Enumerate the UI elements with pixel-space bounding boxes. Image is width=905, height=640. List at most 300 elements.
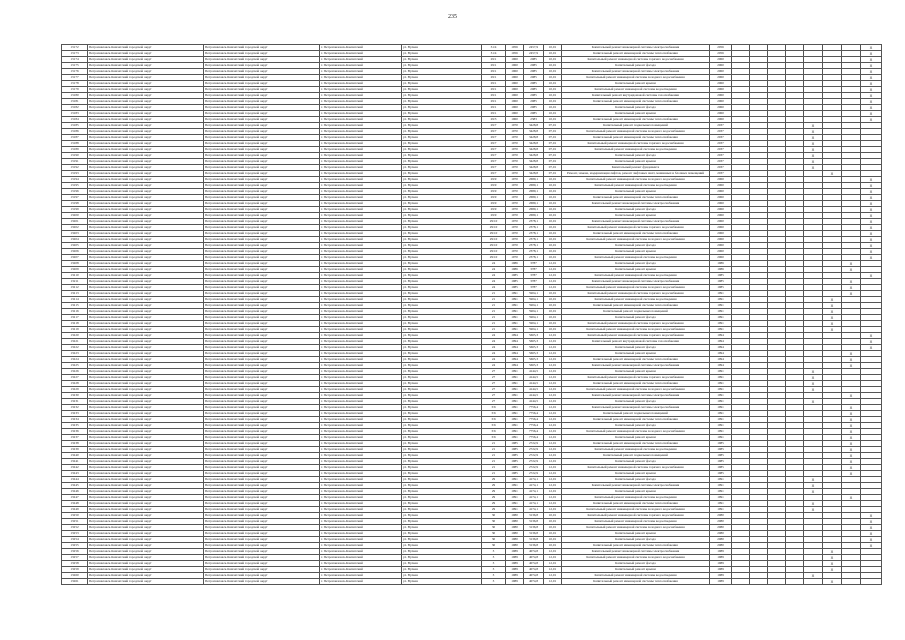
table-cell: 12,01: [544, 405, 562, 411]
table-cell: Капитальный ремонт крыши: [562, 471, 710, 477]
table-cell: г. Петропавловск-Камчатский: [320, 435, 402, 441]
table-cell: 1991: [710, 483, 732, 489]
table-cell: 1970: [506, 165, 524, 171]
table-cell: 1989: [506, 579, 524, 585]
table-cell: 2085: [524, 81, 544, 87]
table-cell: 21: [482, 315, 506, 321]
table-cell: 3/6: [482, 405, 506, 411]
table-cell: 4174,1: [524, 477, 544, 483]
table-cell: ул. Вулкан: [402, 351, 482, 357]
table-cell: 07,01: [544, 129, 562, 135]
table-cell: г. Петропавловск-Камчатский: [320, 255, 402, 261]
mark-cell: [842, 579, 861, 585]
table-cell: г. Петропавловск-Камчатский: [320, 225, 402, 231]
table-cell: 1991: [506, 387, 524, 393]
table-cell: 1970: [506, 201, 524, 207]
mark-cell: Х: [861, 519, 882, 525]
table-cell: Петропавловск-Камчатский городской округ: [88, 195, 204, 201]
table-cell: 13241: [62, 459, 88, 465]
table-cell: Петропавловск-Камчатский городской округ: [204, 567, 320, 573]
table-cell: 1985: [506, 285, 524, 291]
table-cell: г. Петропавловск-Камчатский: [320, 351, 402, 357]
table-cell: г. Петропавловск-Камчатский: [320, 309, 402, 315]
table-cell: ул. Вулкан: [402, 567, 482, 573]
mark-cell: Х: [804, 387, 823, 393]
table-cell: г. Петропавловск-Камчатский: [320, 99, 402, 105]
table-cell: 1985: [506, 273, 524, 279]
table-cell: 2060: [710, 63, 732, 69]
table-cell: 13233: [62, 411, 88, 417]
table-cell: ул. Вулкан: [402, 549, 482, 555]
table-cell: 1991: [506, 327, 524, 333]
table-cell: г. Петропавловск-Камчатский: [320, 567, 402, 573]
mark-cell: Х: [861, 177, 882, 183]
table-cell: 29/1: [482, 111, 506, 117]
table-cell: 1994: [710, 339, 732, 345]
table-cell: 4074,8: [524, 573, 544, 579]
table-cell: 12,01: [544, 555, 562, 561]
table-cell: Петропавловск-Камчатский городской округ: [88, 135, 204, 141]
mark-cell: Х: [861, 195, 882, 201]
table-cell: 13260: [62, 573, 88, 579]
table-cell: г. Петропавловск-Камчатский: [320, 171, 402, 177]
table-cell: 2060: [710, 195, 732, 201]
table-cell: Петропавловск-Камчатский городской округ: [204, 201, 320, 207]
table-cell: 13250: [62, 513, 88, 519]
table-cell: Петропавловск-Камчатский городской округ: [88, 333, 204, 339]
table-cell: Петропавловск-Камчатский городской округ: [204, 297, 320, 303]
table-cell: 2383: [524, 117, 544, 123]
table-cell: 12,01: [544, 477, 562, 483]
table-cell: 1991: [506, 315, 524, 321]
table-cell: 10,01: [544, 543, 562, 549]
table-cell: Петропавловск-Камчатский городской округ: [204, 537, 320, 543]
table-cell: 10,01: [544, 195, 562, 201]
table-cell: 1994: [506, 363, 524, 369]
table-cell: Ремонт, замена, модернизация лифтов, ремонт лифтовых шахт, машинных и блочных помещений: [562, 171, 710, 177]
table-cell: Петропавловск-Камчатский городской округ: [204, 57, 320, 63]
table-cell: 2060: [710, 177, 732, 183]
table-cell: 1991: [506, 303, 524, 309]
table-cell: Капитальный ремонт инженерной системы электроснабжения: [562, 363, 710, 369]
table-cell: Капитальный ремонт инженерной системы теплоснабжения: [562, 543, 710, 549]
table-cell: г. Петропавловск-Камчатский: [320, 201, 402, 207]
table-cell: Петропавловск-Камчатский городской округ: [204, 327, 320, 333]
table-cell: 1970: [506, 177, 524, 183]
table-cell: 29/7: [482, 147, 506, 153]
table-cell: Петропавловск-Камчатский городской округ: [204, 339, 320, 345]
table-cell: г. Петропавловск-Камчатский: [320, 213, 402, 219]
table-cell: г. Петропавловск-Камчатский: [320, 147, 402, 153]
table-cell: 2037: [710, 171, 732, 177]
table-cell: Капитальный ремонт инженерной системы холодного водоснабжения: [562, 507, 710, 513]
table-cell: Капитальный ремонт инженерной системы электроснабжения: [562, 405, 710, 411]
table-cell: 2037: [710, 141, 732, 147]
table-cell: 27: [482, 381, 506, 387]
table-cell: ул. Вулкан: [402, 75, 482, 81]
table-cell: Капитальный ремонт фасада: [562, 477, 710, 483]
table-cell: 4174,1: [524, 483, 544, 489]
table-cell: Петропавловск-Камчатский городской округ: [204, 147, 320, 153]
table-cell: 12,01: [544, 495, 562, 501]
table-cell: 24: [482, 345, 506, 351]
table-cell: Петропавловск-Камчатский городской округ: [204, 429, 320, 435]
table-cell: Петропавловск-Камчатский городской округ: [88, 129, 204, 135]
table-cell: Петропавловск-Камчатский городской округ: [88, 411, 204, 417]
table-cell: 13179: [62, 87, 88, 93]
table-cell: ул. Вулкан: [402, 345, 482, 351]
mark-cell: Х: [804, 381, 823, 387]
table-cell: 12,01: [544, 369, 562, 375]
table-cell: ул. Вулкан: [402, 153, 482, 159]
table-cell: 3136,8: [524, 531, 544, 537]
table-cell: 30: [482, 519, 506, 525]
mark-cell: Х: [804, 135, 823, 141]
table-cell: 13229: [62, 387, 88, 393]
table-cell: 10,01: [544, 177, 562, 183]
mark-cell: Х: [842, 363, 861, 369]
table-cell: ул. Вулкан: [402, 321, 482, 327]
table-cell: 21: [482, 453, 506, 459]
table-cell: ул. Вулкан: [402, 255, 482, 261]
mark-cell: Х: [842, 417, 861, 423]
table-cell: 1991: [506, 489, 524, 495]
mark-cell: Х: [823, 549, 842, 555]
table-cell: Петропавловск-Камчатский городской округ: [204, 45, 320, 51]
table-cell: 1991: [710, 417, 732, 423]
table-cell: 1985: [710, 273, 732, 279]
table-cell: ул. Вулкан: [402, 459, 482, 465]
table-cell: 2080: [710, 519, 732, 525]
table-cell: 1991: [506, 297, 524, 303]
table-cell: 13207: [62, 255, 88, 261]
table-cell: 3787: [524, 261, 544, 267]
table-cell: 3136,8: [524, 543, 544, 549]
table-cell: Капитальный ремонт фундамента: [562, 165, 710, 171]
table-cell: 2085: [524, 69, 544, 75]
table-cell: 10,01: [544, 51, 562, 57]
table-cell: 12,01: [544, 345, 562, 351]
table-cell: Петропавловск-Камчатский городской округ: [204, 519, 320, 525]
table-cell: Петропавловск-Камчатский городской округ: [88, 381, 204, 387]
table-cell: ул. Вулкан: [402, 57, 482, 63]
table-cell: 10,01: [544, 237, 562, 243]
table-cell: ул. Вулкан: [402, 219, 482, 225]
table-cell: 13244: [62, 477, 88, 483]
table-cell: 1991: [710, 489, 732, 495]
table-cell: 2060: [710, 117, 732, 123]
table-cell: 10,01: [544, 231, 562, 237]
table-cell: г. Петропавловск-Камчатский: [320, 561, 402, 567]
table-cell: Петропавловск-Камчатский городской округ: [88, 435, 204, 441]
table-cell: 12,01: [544, 429, 562, 435]
table-cell: 3428,8: [524, 171, 544, 177]
mark-cell: Х: [861, 189, 882, 195]
mark-cell: Х: [842, 267, 861, 273]
table-cell: ул. Вулкан: [402, 141, 482, 147]
table-cell: Капитальный ремонт инженерной системы электроснабжения: [562, 549, 710, 555]
table-cell: 2085: [524, 57, 544, 63]
table-cell: 5904,1: [524, 297, 544, 303]
table-cell: 13193: [62, 171, 88, 177]
table-cell: ул. Вулкан: [402, 213, 482, 219]
mark-cell: Х: [861, 57, 882, 63]
table-cell: 1960: [506, 63, 524, 69]
table-cell: 2722,9: [524, 441, 544, 447]
table-cell: ул. Вулкан: [402, 453, 482, 459]
table-cell: 13255: [62, 543, 88, 549]
table-cell: 13221: [62, 339, 88, 345]
table-cell: 1989: [710, 567, 732, 573]
table-cell: 1985: [710, 441, 732, 447]
table-cell: Капитальный ремонт подвальных помещений: [562, 453, 710, 459]
table-cell: 2060: [710, 225, 732, 231]
table-cell: ул. Вулкан: [402, 381, 482, 387]
table-cell: Петропавловск-Камчатский городской округ: [88, 237, 204, 243]
table-cell: 1989: [506, 561, 524, 567]
mark-cell: Х: [823, 171, 842, 177]
table-cell: 29/1: [482, 57, 506, 63]
table-cell: 13183: [62, 111, 88, 117]
table-cell: 1985: [506, 471, 524, 477]
table-cell: 2085: [524, 93, 544, 99]
table-cell: 2060: [710, 255, 732, 261]
table-cell: 24: [482, 261, 506, 267]
table-cell: ул. Вулкан: [402, 291, 482, 297]
table-cell: Капитальный ремонт фасада: [562, 561, 710, 567]
table-cell: ул. Вулкан: [402, 183, 482, 189]
table-cell: 2722,9: [524, 471, 544, 477]
table-cell: Капитальный ремонт крыши: [562, 81, 710, 87]
table-cell: 24: [482, 285, 506, 291]
table-cell: 13232: [62, 405, 88, 411]
table-cell: Петропавловск-Камчатский городской округ: [88, 315, 204, 321]
table-cell: г. Петропавловск-Камчатский: [320, 261, 402, 267]
table-cell: г. Петропавловск-Камчатский: [320, 123, 402, 129]
table-cell: 1985: [710, 285, 732, 291]
table-cell: 29/1: [482, 105, 506, 111]
table-cell: 7756,4: [524, 423, 544, 429]
table-cell: 2378,1: [524, 225, 544, 231]
table-cell: ул. Вулкан: [402, 333, 482, 339]
mark-cell: Х: [804, 501, 823, 507]
table-cell: 1980: [506, 525, 524, 531]
table-cell: 10,01: [544, 111, 562, 117]
table-cell: Петропавловск-Камчатский городской округ: [88, 375, 204, 381]
mark-cell: Х: [842, 261, 861, 267]
table-cell: г. Петропавловск-Камчатский: [320, 543, 402, 549]
table-cell: 1991: [710, 435, 732, 441]
table-cell: 4144,5: [524, 387, 544, 393]
table-cell: 3/6: [482, 423, 506, 429]
table-cell: 2060: [710, 105, 732, 111]
table-cell: 13175: [62, 63, 88, 69]
table-cell: Петропавловск-Камчатский городской округ: [204, 369, 320, 375]
table-cell: 12,01: [544, 459, 562, 465]
table-cell: Петропавловск-Камчатский городской округ: [88, 105, 204, 111]
table-cell: г. Петропавловск-Камчатский: [320, 177, 402, 183]
table-cell: Петропавловск-Камчатский городской округ: [204, 579, 320, 585]
table-cell: 2060: [710, 87, 732, 93]
table-cell: Петропавловск-Камчатский городской округ: [204, 231, 320, 237]
table-cell: Петропавловск-Камчатский городской округ: [88, 393, 204, 399]
table-cell: 1991: [710, 405, 732, 411]
mark-cell: Х: [861, 81, 882, 87]
table-cell: 10,01: [544, 117, 562, 123]
table-cell: Петропавловск-Камчатский городской округ: [204, 219, 320, 225]
table-cell: ул. Вулкан: [402, 105, 482, 111]
table-cell: 07,01: [544, 159, 562, 165]
table-cell: ул. Вулкан: [402, 285, 482, 291]
table-cell: ул. Вулкан: [402, 375, 482, 381]
table-cell: 29/9: [482, 195, 506, 201]
table-cell: ул. Вулкан: [402, 531, 482, 537]
table-cell: 12,01: [544, 399, 562, 405]
table-cell: ул. Вулкан: [402, 165, 482, 171]
table-cell: Петропавловск-Камчатский городской округ: [204, 315, 320, 321]
table-cell: 30: [482, 531, 506, 537]
table-cell: Капитальный ремонт инженерной системы теплоснабжения: [562, 441, 710, 447]
table-cell: Капитальный ремонт инженерной системы водоотведения: [562, 297, 710, 303]
table-cell: Капитальный ремонт инженерной системы холодного водоснабжения: [562, 429, 710, 435]
table-cell: Капитальный ремонт инженерной системы теплоснабжения: [562, 303, 710, 309]
table-cell: 3787: [524, 279, 544, 285]
table-cell: 21: [482, 447, 506, 453]
table-cell: 3: [482, 555, 506, 561]
mark-cell: Х: [842, 495, 861, 501]
table-cell: Капитальный ремонт инженерной системы теплоснабжения: [562, 501, 710, 507]
table-cell: 2060: [710, 99, 732, 105]
table-cell: 3: [482, 549, 506, 555]
table-cell: 21: [482, 327, 506, 333]
table-cell: 13214: [62, 297, 88, 303]
table-cell: 13209: [62, 267, 88, 273]
table-cell: 3: [482, 579, 506, 585]
table-cell: 2722,9: [524, 447, 544, 453]
table-cell: 27: [482, 399, 506, 405]
table-cell: 1980: [506, 513, 524, 519]
table-cell: 1960: [506, 69, 524, 75]
table-cell: Петропавловск-Камчатский городской округ: [88, 471, 204, 477]
table-cell: 3136,8: [524, 519, 544, 525]
table-cell: Капитальный ремонт крыши: [562, 567, 710, 573]
table-cell: Петропавловск-Камчатский городской округ: [88, 153, 204, 159]
table-cell: 10,01: [544, 297, 562, 303]
table-cell: ул. Вулкан: [402, 489, 482, 495]
table-cell: Петропавловск-Камчатский городской округ: [204, 99, 320, 105]
table-cell: 13237: [62, 435, 88, 441]
table-cell: г. Петропавловск-Камчатский: [320, 519, 402, 525]
table-cell: 1991: [506, 381, 524, 387]
table-cell: г. Петропавловск-Камчатский: [320, 555, 402, 561]
table-cell: 13212: [62, 285, 88, 291]
table-cell: 13191: [62, 159, 88, 165]
table-cell: г. Петропавловск-Камчатский: [320, 69, 402, 75]
table-cell: Петропавловск-Камчатский городской округ: [204, 549, 320, 555]
mark-cell: Х: [804, 129, 823, 135]
table-cell: 2060: [710, 237, 732, 243]
mark-cell: Х: [823, 561, 842, 567]
table-cell: 1985: [506, 441, 524, 447]
table-cell: 12,01: [544, 507, 562, 513]
mark-cell: Х: [842, 405, 861, 411]
table-cell: Петропавловск-Камчатский городской округ: [204, 309, 320, 315]
table-cell: г. Петропавловск-Камчатский: [320, 441, 402, 447]
table-cell: 1960: [506, 81, 524, 87]
table-cell: г. Петропавловск-Камчатский: [320, 471, 402, 477]
table-cell: 1985: [710, 459, 732, 465]
table-cell: Петропавловск-Камчатский городской округ: [88, 501, 204, 507]
table-cell: Петропавловск-Камчатский городской округ: [88, 399, 204, 405]
table-cell: 29/9: [482, 213, 506, 219]
table-cell: Капитальный ремонт крыши: [562, 531, 710, 537]
table-cell: 1989: [710, 549, 732, 555]
table-cell: 29: [482, 489, 506, 495]
table-cell: 29/7: [482, 153, 506, 159]
table-cell: Петропавловск-Камчатский городской округ: [88, 81, 204, 87]
table-cell: 4174,1: [524, 489, 544, 495]
table-cell: 2060: [710, 81, 732, 87]
table-cell: 2060: [710, 219, 732, 225]
table-cell: 1989: [710, 555, 732, 561]
table-cell: 1994: [506, 345, 524, 351]
table-cell: г. Петропавловск-Камчатский: [320, 423, 402, 429]
table-cell: Петропавловск-Камчатский городской округ: [204, 171, 320, 177]
table-cell: ул. Вулкан: [402, 417, 482, 423]
table-cell: Петропавловск-Камчатский городской округ: [204, 513, 320, 519]
table-cell: Петропавловск-Камчатский городской округ: [204, 333, 320, 339]
mark-cell: [804, 579, 823, 585]
table-cell: ул. Вулкан: [402, 189, 482, 195]
table-cell: Капитальный ремонт инженерной системы водоотведения: [562, 147, 710, 153]
table-cell: Петропавловск-Камчатский городской округ: [204, 51, 320, 57]
table-cell: 13190: [62, 153, 88, 159]
table-cell: 13186: [62, 129, 88, 135]
table-cell: г. Петропавловск-Камчатский: [320, 393, 402, 399]
table-cell: 13213: [62, 291, 88, 297]
table-cell: Капитальный ремонт крыши: [562, 369, 710, 375]
table-cell: 10,01: [544, 189, 562, 195]
table-cell: 5904,1: [524, 291, 544, 297]
table-cell: Петропавловск-Камчатский городской округ: [88, 141, 204, 147]
table-cell: ул. Вулкан: [402, 543, 482, 549]
table-cell: Петропавловск-Камчатский городской округ: [204, 405, 320, 411]
table-cell: г. Петропавловск-Камчатский: [320, 63, 402, 69]
table-cell: 1960: [506, 57, 524, 63]
table-cell: 1991: [506, 495, 524, 501]
table-cell: 13219: [62, 327, 88, 333]
table-cell: 10,01: [544, 93, 562, 99]
table-cell: г. Петропавловск-Камчатский: [320, 381, 402, 387]
table-cell: 13225: [62, 363, 88, 369]
table-cell: 10,01: [544, 99, 562, 105]
table-cell: 1970: [506, 123, 524, 129]
mark-cell: Х: [804, 153, 823, 159]
table-cell: Петропавловск-Камчатский городской округ: [88, 255, 204, 261]
table-cell: 1970: [506, 195, 524, 201]
table-cell: Петропавловск-Камчатский городской округ: [204, 441, 320, 447]
table-cell: Петропавловск-Камчатский городской округ: [88, 147, 204, 153]
table-cell: Капитальный ремонт инженерной системы водоотведения: [562, 183, 710, 189]
table-cell: г. Петропавловск-Камчатский: [320, 273, 402, 279]
table-cell: Петропавловск-Камчатский городской округ: [88, 453, 204, 459]
table-cell: 12,01: [544, 561, 562, 567]
table-cell: 2037: [710, 153, 732, 159]
table-cell: г. Петропавловск-Камчатский: [320, 93, 402, 99]
table-cell: Капитальный ремонт инженерной системы электроснабжения: [562, 45, 710, 51]
table-cell: 1991: [506, 375, 524, 381]
table-cell: 13223: [62, 351, 88, 357]
